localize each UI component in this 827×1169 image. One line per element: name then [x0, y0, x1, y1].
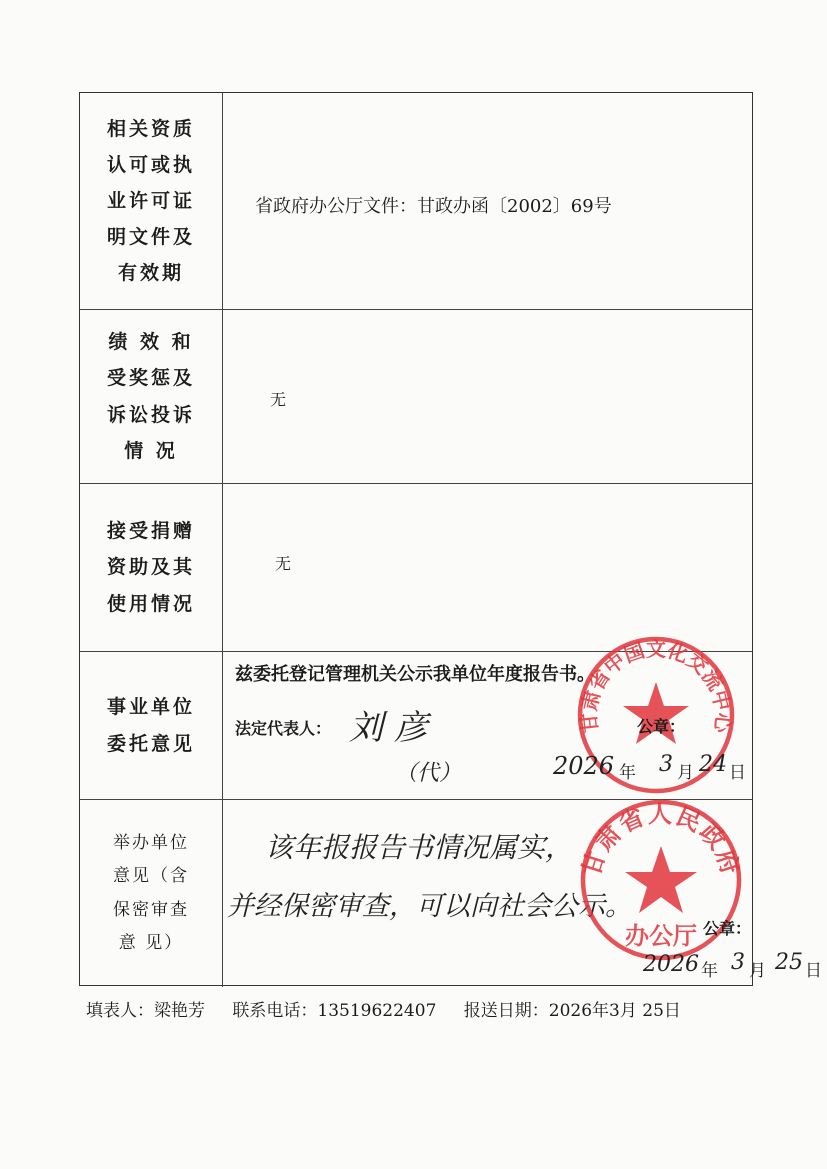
entrust-date-day: 24	[699, 752, 727, 777]
label-line: 事业单位	[106, 696, 195, 719]
year-char: 年	[701, 961, 718, 981]
legal-rep-signature: 刘 彦	[349, 708, 428, 748]
label-line: 诉讼投诉	[106, 403, 195, 426]
government-seal-icon	[575, 794, 747, 966]
label-performance	[80, 310, 223, 483]
label-line: 认可或执	[106, 153, 195, 176]
row-donations	[80, 484, 752, 652]
label-sponsor-opinion	[80, 800, 223, 987]
donations-text: 无	[275, 554, 292, 573]
row-performance	[80, 310, 752, 484]
content-performance	[223, 310, 752, 483]
government-seal-text: 甘肃省人民政府	[576, 799, 746, 880]
day-char: 日	[805, 961, 822, 981]
entrust-date-year: 2026	[553, 752, 615, 780]
qualification-doc-text: 省政府办公厅文件：甘政办函〔2002〕69号	[255, 196, 612, 217]
content-donations	[223, 484, 752, 651]
label-line: 绩 效 和	[108, 331, 194, 354]
label-qualification	[80, 93, 223, 309]
sponsor-opinion-line1: 该年报报告书情况属实，	[265, 831, 574, 864]
label-line: 举办单位	[113, 833, 189, 854]
label-line: 有效期	[117, 262, 184, 285]
label-line: 明文件及	[106, 226, 195, 249]
form-footer	[86, 996, 703, 1021]
row-entrust	[80, 637, 752, 800]
row-qualification	[80, 93, 752, 310]
sponsor-opinion-line2: 并经保密审查，可以向社会公示。	[227, 891, 632, 922]
label-donations	[80, 484, 223, 651]
contact-phone: 联系电话：13519622407	[232, 1001, 437, 1021]
legal-rep-label: 法定代表人：	[235, 719, 332, 738]
label-line: 情 况	[124, 439, 178, 462]
entrust-date-month: 3	[659, 752, 673, 777]
government-seal-subtext: 办公厅	[625, 921, 697, 950]
seal-label: 公章：	[637, 717, 686, 736]
submit-date: 报送日期：2026年3月 25日	[463, 1001, 681, 1021]
row-sponsor-opinion	[80, 799, 822, 987]
label-line: 接受捐赠	[106, 520, 195, 543]
label-line: 保密审查	[113, 899, 189, 920]
unit-seal-text: 甘肃省中国文化交流中心	[576, 637, 736, 734]
seal-label: 公章：	[703, 919, 752, 938]
sponsor-date-year: 2026	[643, 952, 699, 977]
month-char: 月	[749, 961, 766, 981]
content-sponsor-opinion	[223, 799, 822, 987]
entrust-statement: 兹委托登记管理机关公示我单位年度报告书。	[235, 664, 595, 685]
performance-text: 无	[270, 390, 287, 409]
label-line: 意见（含	[113, 866, 189, 887]
sponsor-date-day: 25	[775, 950, 803, 975]
content-qualification	[223, 93, 752, 309]
sponsor-date-month: 3	[731, 950, 745, 975]
label-line: 委托意见	[106, 732, 195, 755]
label-line: 相关资质	[106, 117, 195, 140]
content-entrust	[223, 637, 752, 799]
label-line: 使用情况	[106, 592, 195, 615]
day-char: 日	[729, 763, 746, 783]
label-line: 意 见）	[118, 932, 184, 953]
filler-name: 填表人：梁艳芳	[86, 1001, 205, 1021]
report-form-table	[79, 92, 822, 986]
month-char: 月	[677, 763, 694, 783]
label-line: 业许可证	[106, 189, 195, 212]
year-char: 年	[619, 763, 636, 783]
proxy-mark: （代）	[395, 761, 462, 786]
label-entrust	[80, 652, 223, 799]
label-line: 受奖惩及	[106, 367, 195, 390]
label-line: 资助及其	[106, 556, 195, 579]
